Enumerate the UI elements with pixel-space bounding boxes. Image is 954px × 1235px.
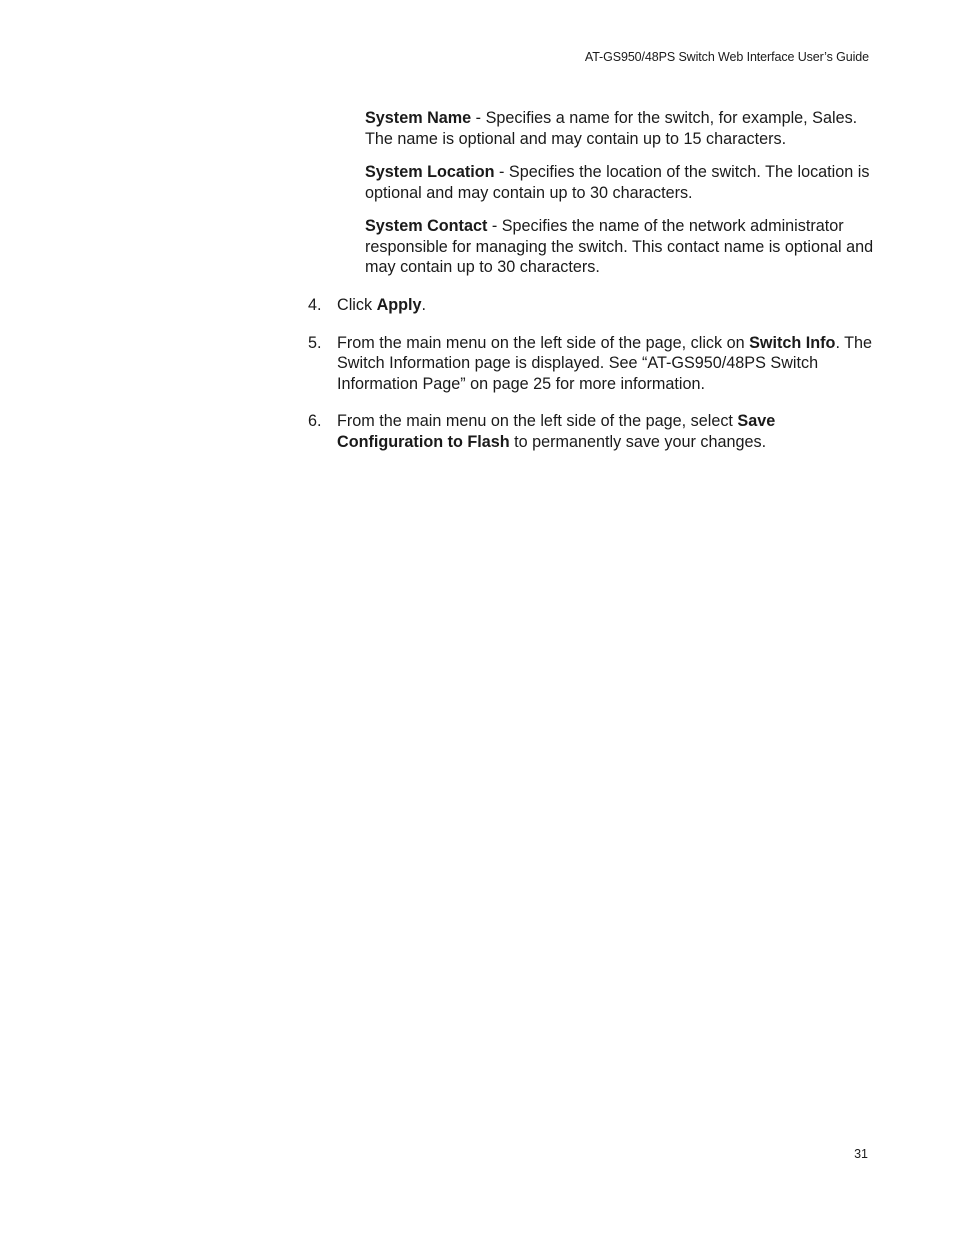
step-number: 6. [308,412,322,430]
procedure-steps [308,295,878,469]
step-text: From the main menu on the left side of the page, select [337,412,738,430]
page-number: 31 [854,1147,868,1161]
step-text: From the main menu on the left side of the page, click on [337,333,750,352]
definition-term: System Location [365,163,495,181]
definition-system-contact [365,216,875,278]
step-text: to permanently save your changes. [509,432,767,451]
definition-system-name [365,108,875,149]
step-4 [308,295,878,316]
step-bold-term: Save Configuration to Flash [337,412,776,451]
step-bold-term: Switch Info [749,333,836,352]
definition-list [365,108,875,291]
step-number: 4. [308,296,322,314]
running-header: AT-GS950/48PS Switch Web Interface User’s Guide [584,50,869,64]
step-5 [308,333,878,395]
definition-term: System Contact [365,217,488,235]
definition-text: - Specifies a name for the switch, for example, Sales. The name is optional and may contain up to 15 characters. [365,109,858,148]
step-6 [308,411,878,452]
definition-text: - Specifies the location of the switch. The location is optional and may contain up to 30 characters. [365,163,870,202]
step-bold-term: Apply [376,296,422,314]
definition-system-location [365,162,875,203]
step-text: Click [337,296,377,314]
step-text: . The Switch Information page is displayed. See “AT-GS950/48PS Switch Information Page” on page 25 for more information. [337,333,873,393]
definition-term: System Name [365,109,472,127]
definition-text: - Specifies the name of the network administrator responsible for managing the switch. This contact name is optional and may contain up to 30 characters. [365,217,874,276]
step-number: 5. [308,333,322,352]
step-text: . [421,296,427,314]
